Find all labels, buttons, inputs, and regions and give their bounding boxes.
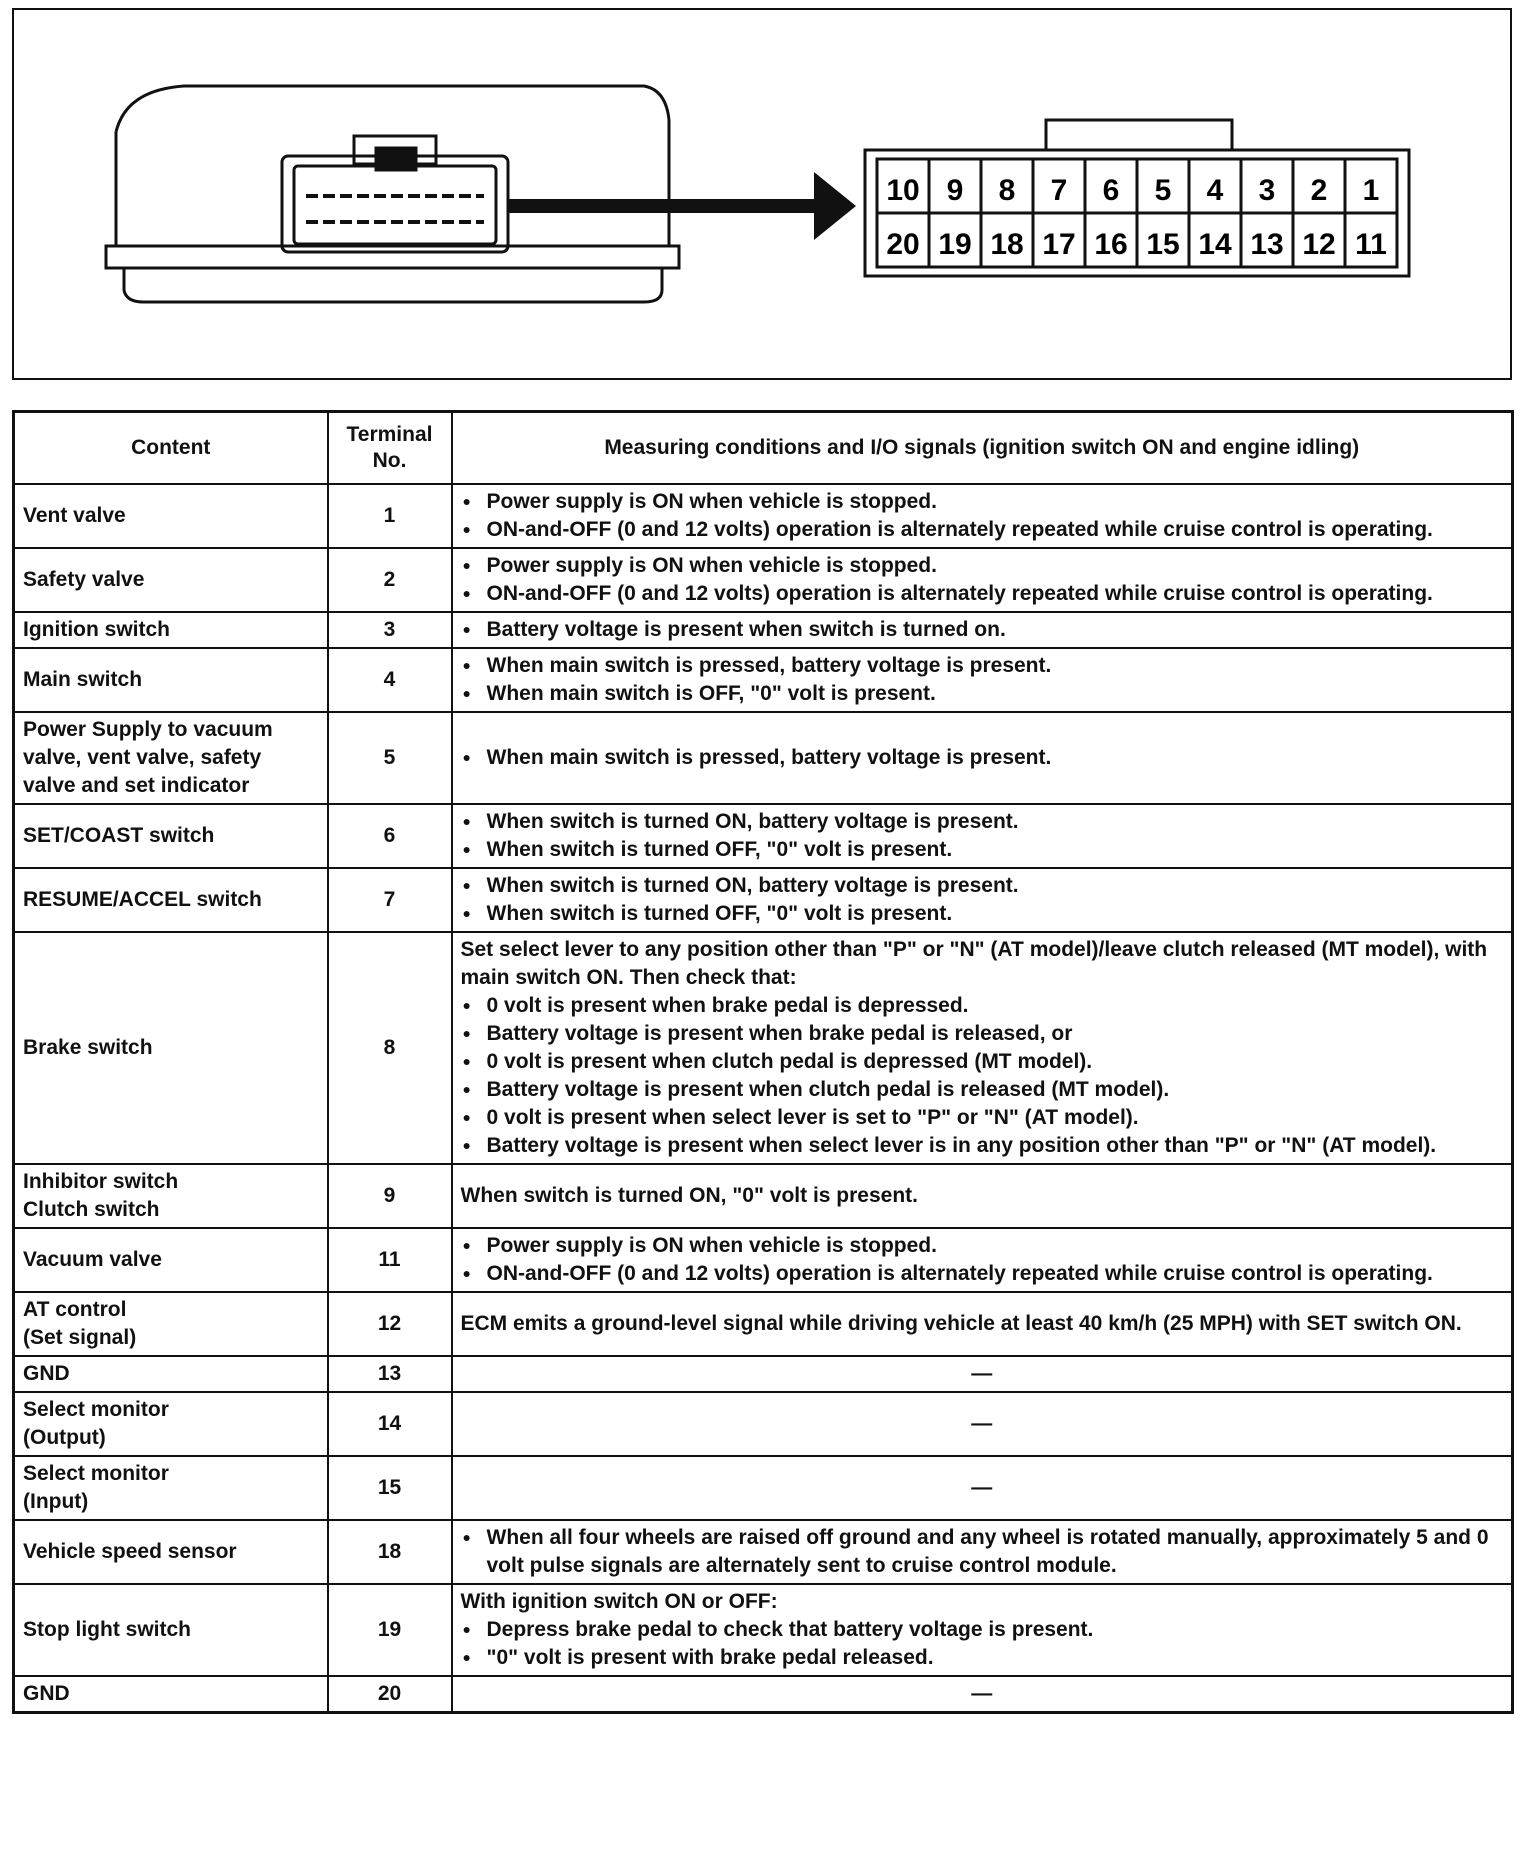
content-line: (Input)	[23, 1489, 89, 1513]
measuring-bullet: ● When main switch is pressed, battery voltage is present.	[461, 744, 1504, 772]
content-cell	[14, 1228, 328, 1292]
measuring-list	[461, 1524, 1504, 1580]
content-line: SET/COAST switch	[23, 823, 215, 847]
table-row	[14, 712, 1513, 804]
pin-6-label: 6	[1102, 174, 1120, 207]
table-row	[14, 1228, 1513, 1292]
content-cell	[14, 484, 328, 548]
content-line: Brake switch	[23, 1035, 153, 1059]
measuring-list	[461, 744, 1504, 772]
table-row	[14, 612, 1513, 648]
content-line: Safety valve	[23, 567, 145, 591]
connector-diagram-svg	[14, 10, 1514, 382]
terminal-cell: 4	[328, 648, 452, 712]
not-applicable-dash: —	[971, 1681, 993, 1705]
pin-20-label: 20	[886, 228, 920, 261]
content-line: valve, vent valve, safety	[23, 745, 262, 769]
measuring-bullet: ● When switch is turned ON, battery voltage is present.	[461, 872, 1504, 900]
terminal-cell: 3	[328, 612, 452, 648]
measuring-list	[461, 488, 1504, 544]
header-measuring: Measuring conditions and I/O signals (ignition switch ON and engine idling)	[452, 412, 1513, 484]
measuring-intro: ECM emits a ground-level signal while driving vehicle at least 40 km/h (25 MPH) with SET switch ON.	[460, 1311, 1462, 1335]
measuring-bullet: ● When switch is turned OFF, "0" volt is present.	[461, 900, 1504, 928]
content-line: GND	[23, 1361, 70, 1385]
measuring-bullet: ● When switch is turned ON, battery voltage is present.	[461, 808, 1504, 836]
measuring-bullet: ● When switch is turned OFF, "0" volt is present.	[461, 836, 1504, 864]
measuring-bullet: ● ON-and-OFF (0 and 12 volts) operation is alternately repeated while cruise control is operating.	[461, 516, 1504, 544]
measuring-bullet: ● "0" volt is present with brake pedal released.	[461, 1644, 1504, 1672]
terminal-cell: 18	[328, 1520, 452, 1584]
content-line: Power Supply to vacuum	[23, 717, 273, 741]
measuring-cell	[452, 548, 1513, 612]
pin-12-label: 12	[1302, 228, 1336, 261]
measuring-bullet: ● When main switch is pressed, battery voltage is present.	[461, 652, 1504, 680]
measuring-cell	[452, 868, 1513, 932]
table-row	[14, 868, 1513, 932]
table-row	[14, 548, 1513, 612]
table-row	[14, 804, 1513, 868]
control-module-illustration	[106, 86, 679, 302]
terminal-cell: 5	[328, 712, 452, 804]
pin-7-label: 7	[1050, 174, 1068, 207]
content-cell	[14, 712, 328, 804]
measuring-intro: Set select lever to any position other than "P" or "N" (AT model)/leave clutch released (MT model), with main switch ON. Then check that:	[460, 937, 1488, 989]
measuring-bullet: ● 0 volt is present when brake pedal is depressed.	[461, 992, 1504, 1020]
measuring-list	[461, 552, 1504, 608]
measuring-bullet: ● Depress brake pedal to check that battery voltage is present.	[461, 1616, 1504, 1644]
header-content: Content	[14, 412, 328, 484]
not-applicable-dash: —	[971, 1411, 993, 1435]
pin-10-label: 10	[886, 174, 920, 207]
pin-15-label: 15	[1146, 228, 1180, 261]
measuring-cell	[452, 804, 1513, 868]
content-line: (Output)	[23, 1425, 106, 1449]
content-cell	[14, 868, 328, 932]
measuring-cell	[452, 1456, 1513, 1520]
measuring-intro: With ignition switch ON or OFF:	[460, 1589, 778, 1613]
measuring-cell	[452, 1356, 1513, 1392]
content-line: Ignition switch	[23, 617, 170, 641]
pin-19-label: 19	[938, 228, 972, 261]
measuring-cell	[452, 712, 1513, 804]
measuring-cell	[452, 1164, 1513, 1228]
terminal-cell: 11	[328, 1228, 452, 1292]
terminal-cell: 6	[328, 804, 452, 868]
table-row	[14, 932, 1513, 1164]
measuring-bullet: ● Battery voltage is present when clutch pedal is released (MT model).	[461, 1076, 1504, 1104]
content-cell	[14, 804, 328, 868]
content-cell	[14, 1584, 328, 1676]
terminal-cell: 2	[328, 548, 452, 612]
content-line: Select monitor	[23, 1461, 169, 1485]
measuring-cell	[452, 612, 1513, 648]
pin-17-label: 17	[1042, 228, 1076, 261]
not-applicable-dash: —	[971, 1361, 993, 1385]
content-cell	[14, 1676, 328, 1713]
content-line: Vehicle speed sensor	[23, 1539, 237, 1563]
measuring-list	[461, 652, 1504, 708]
measuring-cell	[452, 1392, 1513, 1456]
table-row	[14, 1164, 1513, 1228]
content-line: valve and set indicator	[23, 773, 250, 797]
content-cell	[14, 1520, 328, 1584]
content-cell	[14, 1292, 328, 1356]
measuring-bullet: ● ON-and-OFF (0 and 12 volts) operation is alternately repeated while cruise control is operating.	[461, 1260, 1504, 1288]
connector-diagram	[12, 8, 1512, 380]
measuring-bullet: ● When all four wheels are raised off ground and any wheel is rotated manually, approximately 5 and 0 volt pulse signals are alternately sent to cruise control module.	[461, 1524, 1504, 1580]
content-cell	[14, 1356, 328, 1392]
measuring-list	[461, 1232, 1504, 1288]
measuring-cell	[452, 484, 1513, 548]
table-row	[14, 484, 1513, 548]
measuring-bullet: ● 0 volt is present when select lever is set to "P" or "N" (AT model).	[461, 1104, 1504, 1132]
content-line: GND	[23, 1681, 70, 1705]
measuring-cell	[452, 648, 1513, 712]
table-row	[14, 1292, 1513, 1356]
table-header-row	[14, 412, 1513, 484]
header-terminal-line1: Terminal	[346, 422, 433, 446]
table-row	[14, 1356, 1513, 1392]
pin-8-label: 8	[998, 174, 1016, 207]
measuring-intro: When switch is turned ON, "0" volt is present.	[460, 1183, 918, 1207]
table-row	[14, 1456, 1513, 1520]
pin-4-label: 4	[1206, 174, 1224, 207]
content-line: Vent valve	[23, 503, 126, 527]
measuring-cell	[452, 1584, 1513, 1676]
terminal-cell: 15	[328, 1456, 452, 1520]
terminal-cell: 19	[328, 1584, 452, 1676]
terminal-cell: 13	[328, 1356, 452, 1392]
header-terminal-line2: No.	[372, 448, 407, 472]
content-line: Stop light switch	[23, 1617, 191, 1641]
content-line: Vacuum valve	[23, 1247, 162, 1271]
measuring-bullet: ● Power supply is ON when vehicle is stopped.	[461, 552, 1504, 580]
pin-16-label: 16	[1094, 228, 1128, 261]
terminal-cell: 14	[328, 1392, 452, 1456]
measuring-list	[461, 872, 1504, 928]
content-line: Main switch	[23, 667, 143, 691]
measuring-list	[461, 808, 1504, 864]
terminal-cell: 7	[328, 868, 452, 932]
table-row	[14, 1392, 1513, 1456]
content-line: AT control	[23, 1297, 127, 1321]
content-cell	[14, 932, 328, 1164]
content-cell	[14, 612, 328, 648]
measuring-bullet: ● 0 volt is present when clutch pedal is depressed (MT model).	[461, 1048, 1504, 1076]
measuring-list	[461, 992, 1504, 1160]
terminal-cell: 9	[328, 1164, 452, 1228]
terminal-cell: 8	[328, 932, 452, 1164]
content-line: Select monitor	[23, 1397, 169, 1421]
pin-13-label: 13	[1250, 228, 1284, 261]
measuring-cell	[452, 1292, 1513, 1356]
content-line: Clutch switch	[23, 1197, 160, 1221]
pin-14-label: 14	[1198, 228, 1232, 261]
measuring-bullet: ● Power supply is ON when vehicle is stopped.	[461, 488, 1504, 516]
measuring-bullet: ● Power supply is ON when vehicle is stopped.	[461, 1232, 1504, 1260]
measuring-bullet: ● ON-and-OFF (0 and 12 volts) operation is alternately repeated while cruise control is operating.	[461, 580, 1504, 608]
measuring-cell	[452, 1520, 1513, 1584]
arrow-icon	[508, 172, 856, 240]
terminal-io-table	[12, 410, 1514, 1714]
table-row	[14, 648, 1513, 712]
content-line: RESUME/ACCEL switch	[23, 887, 262, 911]
terminal-cell: 20	[328, 1676, 452, 1713]
measuring-list	[461, 1616, 1504, 1672]
pin-1-label: 1	[1362, 174, 1380, 207]
not-applicable-dash: —	[971, 1475, 993, 1499]
pin-3-label: 3	[1258, 174, 1276, 207]
measuring-cell	[452, 932, 1513, 1164]
header-terminal-no	[328, 412, 452, 484]
pin-9-label: 9	[946, 174, 964, 207]
pin-5-label: 5	[1154, 174, 1172, 207]
pin-18-label: 18	[990, 228, 1024, 261]
content-cell	[14, 548, 328, 612]
measuring-bullet: ● Battery voltage is present when brake pedal is released, or	[461, 1020, 1504, 1048]
measuring-cell	[452, 1676, 1513, 1713]
measuring-bullet: ● Battery voltage is present when switch is turned on.	[461, 616, 1504, 644]
content-cell	[14, 1392, 328, 1456]
terminal-cell: 12	[328, 1292, 452, 1356]
content-cell	[14, 1164, 328, 1228]
measuring-bullet: ● Battery voltage is present when select lever is in any position other than "P" or "N" (AT model).	[461, 1132, 1504, 1160]
content-cell	[14, 1456, 328, 1520]
content-cell	[14, 648, 328, 712]
measuring-list	[461, 616, 1504, 644]
measuring-bullet: ● When main switch is OFF, "0" volt is present.	[461, 680, 1504, 708]
terminal-cell: 1	[328, 484, 452, 548]
table-row	[14, 1676, 1513, 1713]
content-line: (Set signal)	[23, 1325, 137, 1349]
pin-2-label: 2	[1310, 174, 1328, 207]
table-row	[14, 1520, 1513, 1584]
content-line: Inhibitor switch	[23, 1169, 179, 1193]
measuring-cell	[452, 1228, 1513, 1292]
pin-11-label: 11	[1355, 228, 1387, 261]
table-row	[14, 1584, 1513, 1676]
